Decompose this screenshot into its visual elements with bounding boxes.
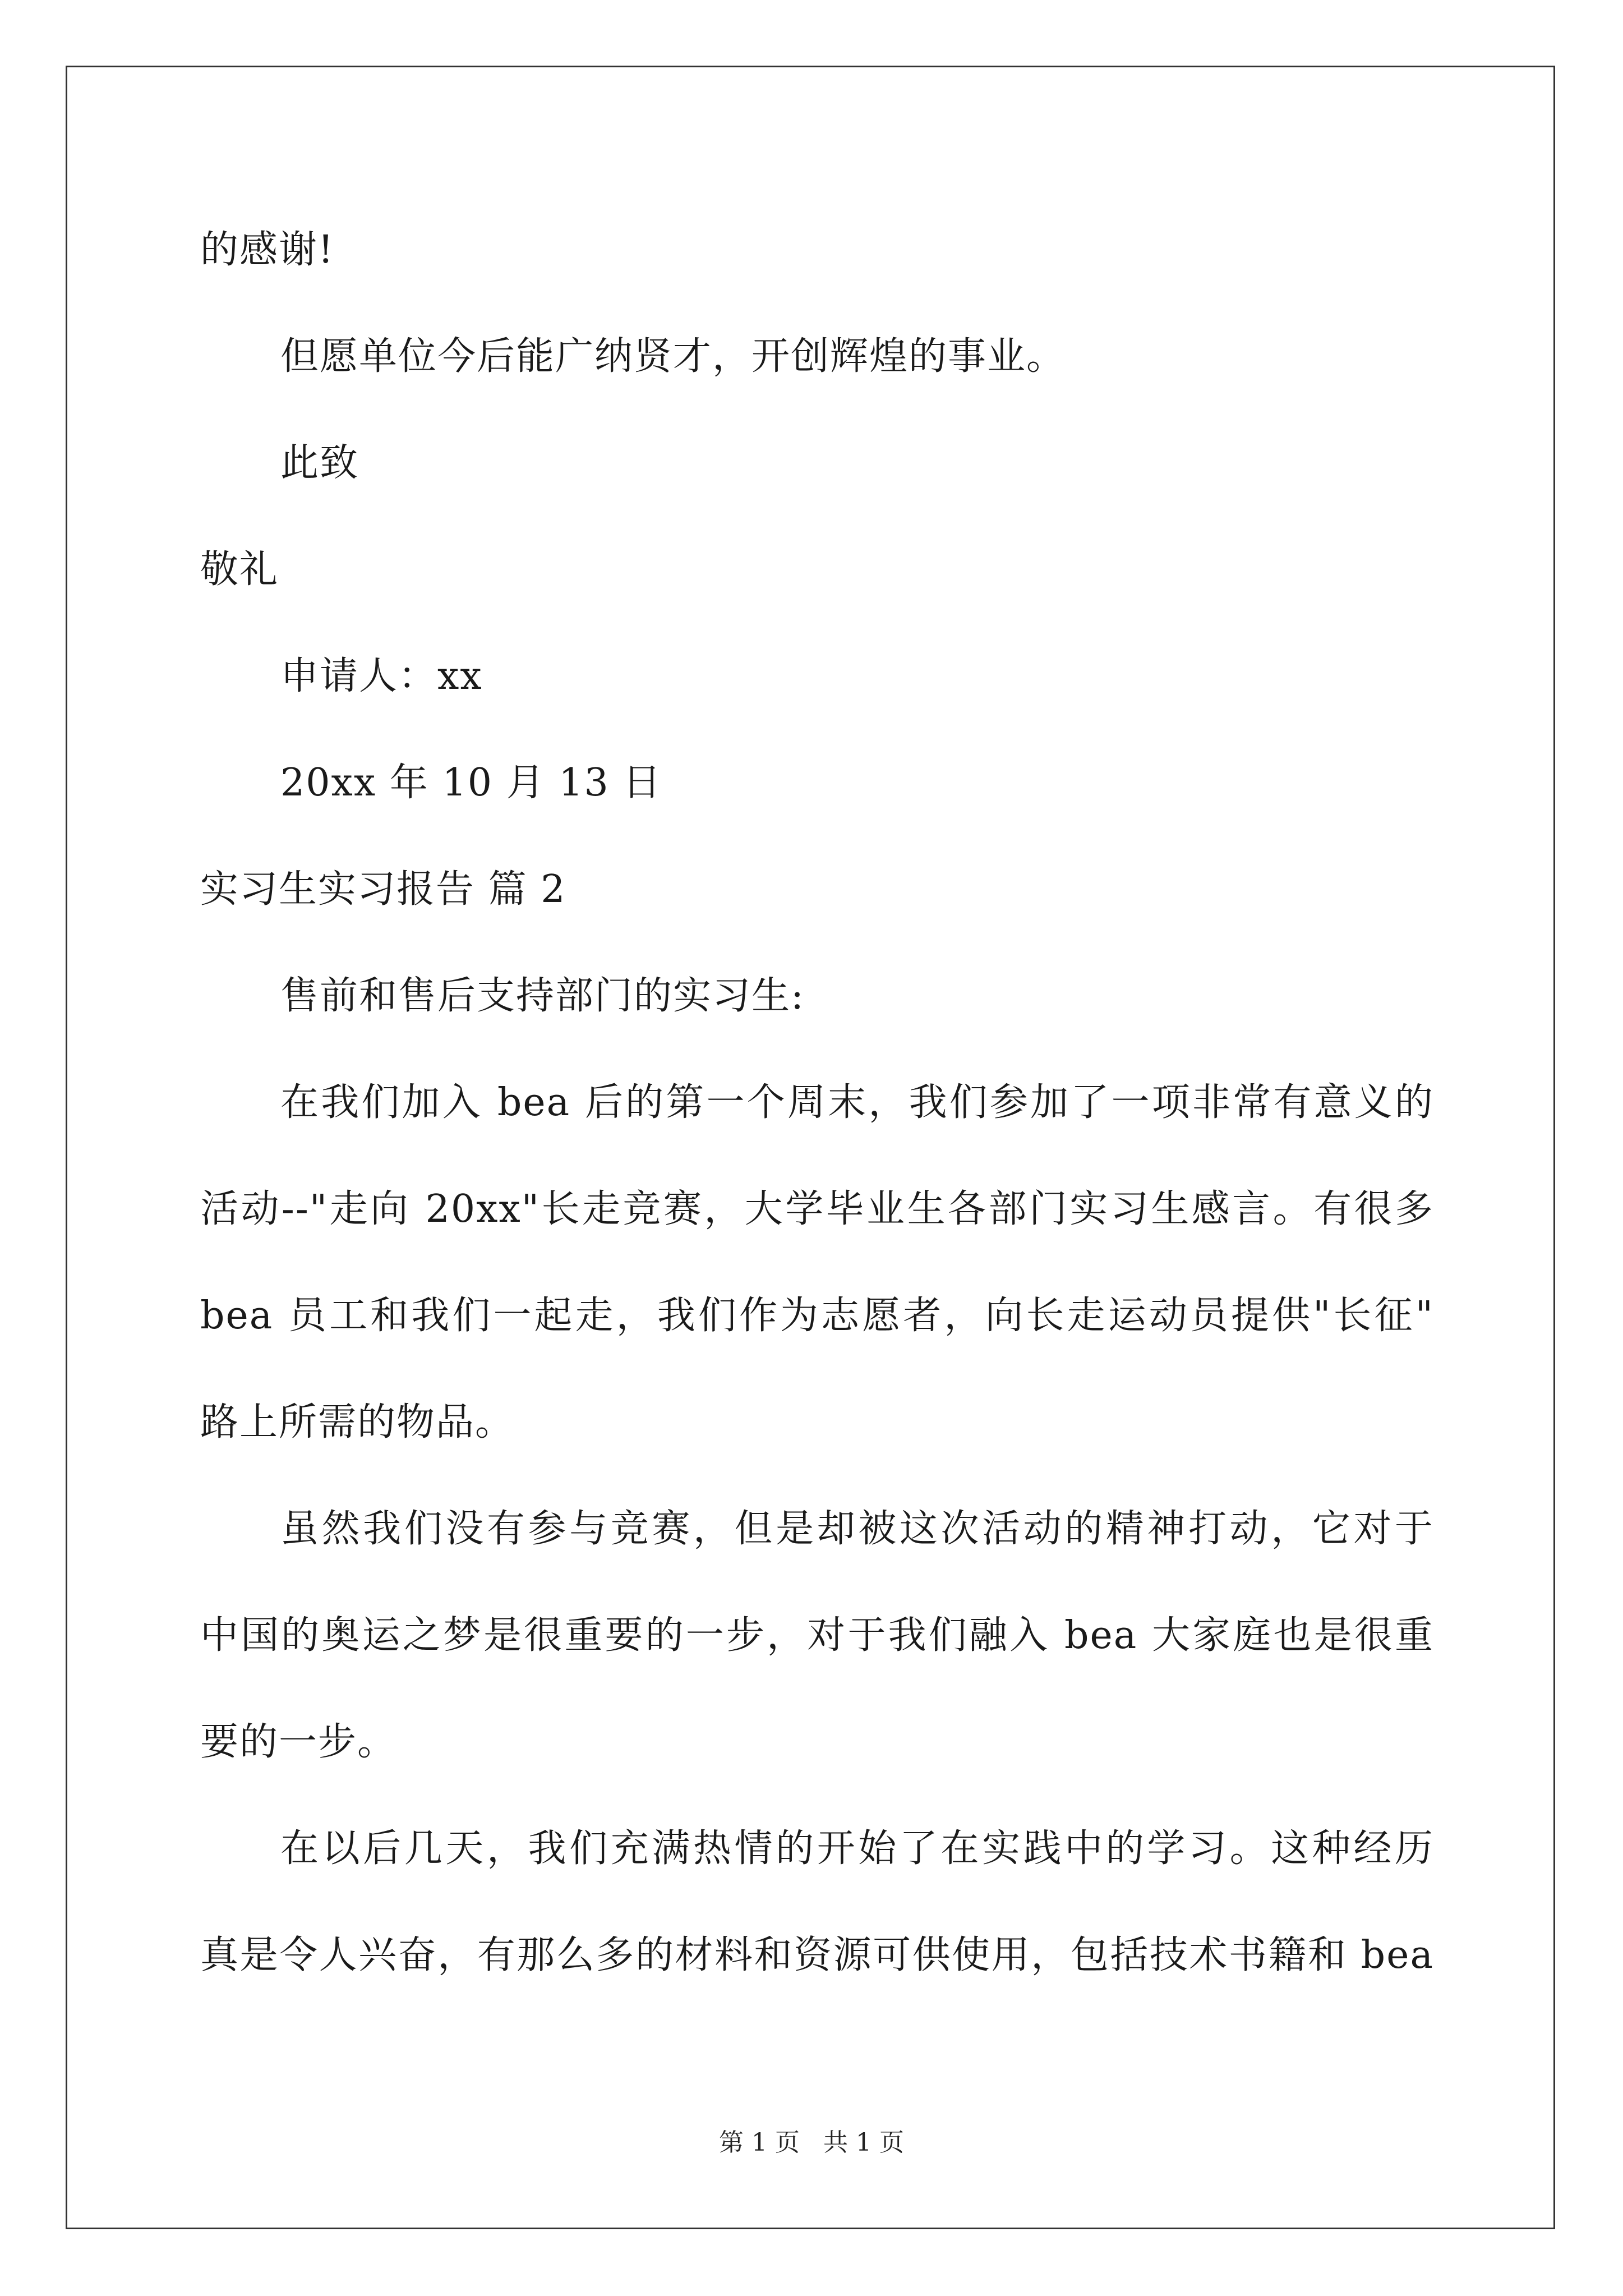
text-line-regards: 敬礼 <box>200 547 279 592</box>
text-line-date: 20xx 年 10 月 13 日 <box>280 761 662 805</box>
paragraph-line: 中国的奥运之梦是很重要的一步，对于我们融入 bea 大家庭也是很重 <box>200 1613 1434 1658</box>
paragraph-line: 在我们加入 bea 后的第一个周末，我们参加了一项非常有意义的 <box>280 1080 1434 1125</box>
page-border <box>66 66 1555 2229</box>
paragraph-line: 路上所需的物品。 <box>200 1400 515 1444</box>
page-footer <box>0 2126 1623 2160</box>
text-line-wish: 但愿单位今后能广纳贤才，开创辉煌的事业。 <box>280 334 1066 379</box>
text-line-addressee: 售前和售后支持部门的实习生: <box>280 974 805 1018</box>
paragraph-line: 活动--"走向 20xx"长走竞赛，大学毕业生各部门实习生感言。有很多 <box>200 1187 1434 1231</box>
text-line-salutation: 此致 <box>280 441 359 485</box>
page-number-current: 第 1 页 <box>719 2128 800 2157</box>
paragraph-line: 要的一步。 <box>200 1720 397 1764</box>
paragraph-line: 在以后几天，我们充满热情的开始了在实践中的学习。这种经历 <box>280 1826 1434 1871</box>
paragraph-line: 真是令人兴奋，有那么多的材料和资源可供使用，包括技术书籍和 bea <box>200 1933 1434 1977</box>
paragraph-line: bea 员工和我们一起走，我们作为志愿者，向长走运动员提供"长征" <box>200 1294 1434 1338</box>
paragraph-line: 虽然我们没有参与竞赛，但是却被这次活动的精神打动，它对于 <box>280 1507 1434 1551</box>
section-heading: 实习生实习报告 篇 2 <box>200 867 566 912</box>
text-line-applicant: 申请人：xx <box>280 654 483 698</box>
page-number-total: 共 1 页 <box>823 2128 904 2157</box>
text-line-closing-thanks: 的感谢! <box>200 228 335 272</box>
